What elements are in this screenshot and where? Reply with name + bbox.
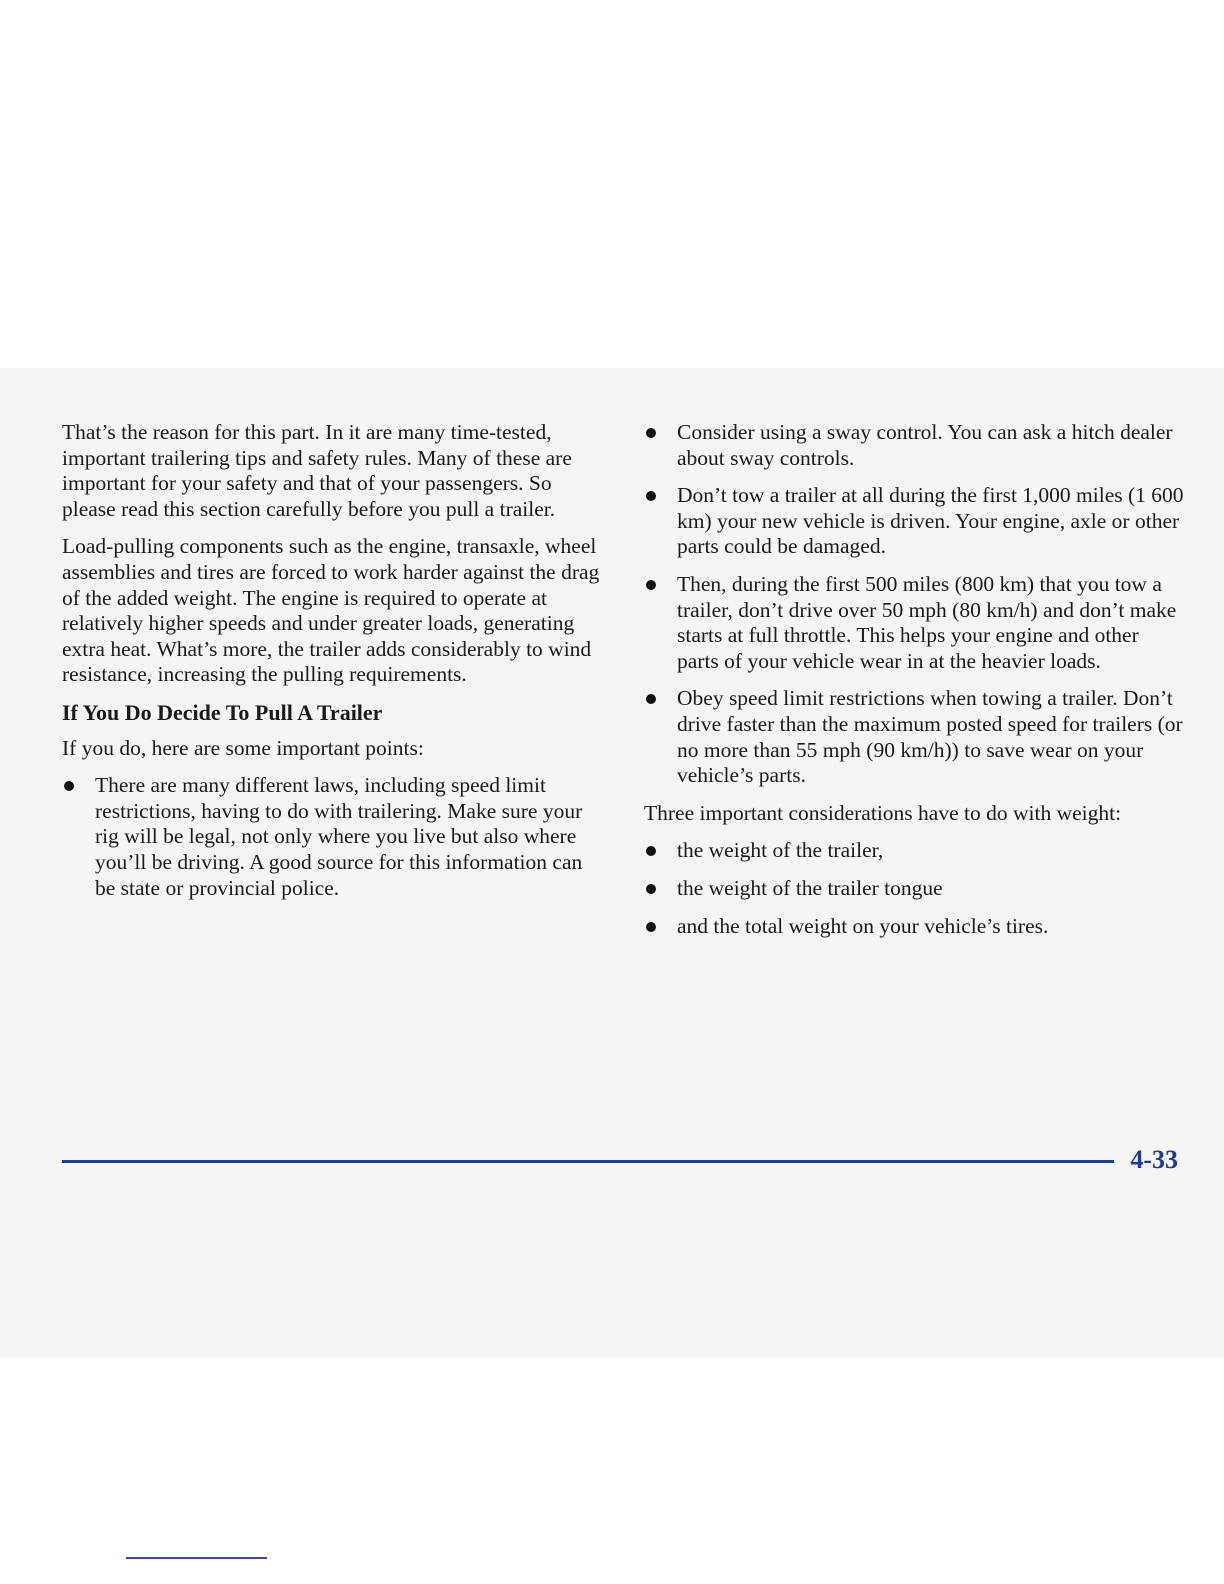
list-item xyxy=(644,686,1184,788)
list-item xyxy=(644,914,1184,940)
list-item xyxy=(644,838,1184,864)
bullet-icon xyxy=(646,846,656,856)
list-item-text: Obey speed limit restrictions when towing a trailer. Don’t drive faster than the maximum posted speed for trailers (or no more than 55 mph (90 km/h)) to save wear on your vehicle’s parts. xyxy=(677,686,1183,788)
list-item xyxy=(62,773,602,901)
load-pulling-paragraph: Load-pulling components such as the engine, transaxle, wheel assemblies and tires are forced to work harder against the drag of the added weight. The engine is required to operate at relatively higher speeds and under greater loads, generating extra heat. What’s more, the trailer adds considerably to wind resistance, increasing the pulling requirements. xyxy=(62,534,600,687)
footer-rule xyxy=(62,1160,1114,1163)
section-heading: If You Do Decide To Pull A Trailer xyxy=(62,699,383,725)
list-item-text: the weight of the trailer tongue xyxy=(677,875,943,900)
points-intro: If you do, here are some important points: xyxy=(62,735,424,760)
weight-intro: Three important considerations have to do with weight: xyxy=(644,800,1122,825)
weight-bullet-list xyxy=(644,838,1184,939)
list-item xyxy=(644,420,1184,471)
intro-paragraph: That’s the reason for this part. In it are many time-tested, important trailering tips and safety rules. Many of these are important for your safety and that of your passengers. So please read this section carefully before you pull a trailer. xyxy=(62,420,572,521)
list-item xyxy=(644,572,1184,674)
page-number: 4-33 xyxy=(1130,1145,1178,1174)
bullet-icon xyxy=(646,580,656,590)
bullet-icon xyxy=(646,491,656,501)
list-item xyxy=(644,483,1184,560)
list-item-text: Consider using a sway control. You can ask a hitch dealer about sway controls. xyxy=(677,420,1173,470)
list-item-text: and the total weight on your vehicle’s tires. xyxy=(677,913,1049,938)
bullet-icon xyxy=(646,884,656,894)
list-item-text: Don’t tow a trailer at all during the first 1,000 miles (1 600 km) your new vehicle is driven. Your engine, axle or other parts could be damaged. xyxy=(677,483,1184,559)
bullet-icon xyxy=(64,781,74,791)
right-column xyxy=(644,420,1184,951)
bullet-icon xyxy=(646,428,656,438)
list-item-text: Then, during the first 500 miles (800 km) that you tow a trailer, don’t drive over 50 mph (80 km/h) and don’t make starts at full throttle. This helps your engine and other parts of your vehicle wear in at the heavier loads. xyxy=(677,571,1177,673)
bullet-icon xyxy=(646,694,656,704)
right-bullet-list xyxy=(644,420,1184,789)
left-column xyxy=(62,420,602,913)
bullet-icon xyxy=(646,922,656,932)
list-item xyxy=(644,876,1184,902)
list-item-text: the weight of the trailer, xyxy=(677,838,884,863)
list-item-text: There are many different laws, including speed limit restrictions, having to do with trailering. Make sure your rig will be legal, not only where you live but also where you’ll be driving. A good source for this information can be state or provincial police. xyxy=(95,773,583,900)
left-bullet-list xyxy=(62,773,602,901)
bottom-rule xyxy=(126,1557,267,1559)
